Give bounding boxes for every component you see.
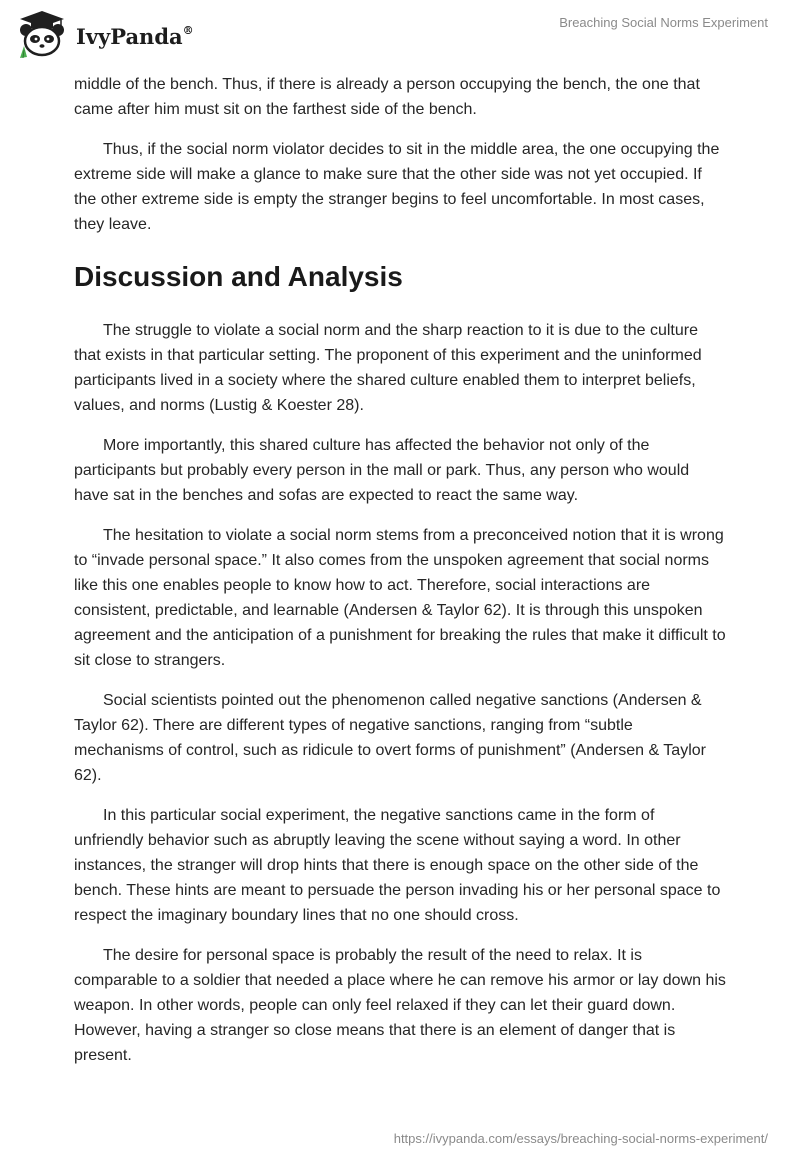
section-heading: Discussion and Analysis: [74, 261, 403, 292]
logo-text: IvyPanda: [76, 23, 183, 49]
paragraph: The struggle to violate a social norm and the sharp reaction to it is due to the culture that exists in that particular setting. The proponent of this experiment and the uninformed participants lived in a society where the shared culture enabled them to interpret beliefs, values, and norms (Lustig & Koester 28).: [74, 322, 702, 414]
logo-wordmark: [76, 24, 194, 49]
paragraph-continued: middle of the bench. Thus, if there is already a person occupying the bench, the one that came after him must sit on the farthest side of the bench.: [74, 76, 700, 118]
ivypanda-logo[interactable]: [14, 8, 194, 60]
document-title: Breaching Social Norms Experiment: [559, 15, 768, 30]
page-header: [0, 0, 800, 66]
paragraph: More importantly, this shared culture has affected the behavior not only of the participants but probably every person in the mall or park. Thus, any person who would have sat in the benches and sofas are expected to react the same way.: [74, 437, 690, 504]
essay-content: [74, 72, 726, 1068]
paragraph: The desire for personal space is probably the result of the need to relax. It is comparable to a soldier that needed a place where he can remove his armor or lay down his weapon. In other words, people can only feel relaxed if they can let their guard down. However, having a stranger so close means that there is an element of danger that is present.: [74, 947, 726, 1064]
source-url[interactable]: https://ivypanda.com/essays/breaching-social-norms-experiment/: [393, 1131, 768, 1146]
panda-graduate-icon: [14, 8, 70, 60]
paragraph: Social scientists pointed out the phenomenon called negative sanctions (Andersen & Taylor 62). There are different types of negative sanctions, ranging from “subtle mechanisms of control, such as ridicule to overt forms of punishment” (Andersen & Taylor 62).: [74, 692, 706, 784]
paragraph: In this particular social experiment, the negative sanctions came in the form of unfriendly behavior such as abruptly leaving the scene without saying a word. In other instances, the stranger will drop hints that there is enough space on the other side of the bench. These hints are meant to persuade the person invading his or her personal space to respect the imaginary boundary lines that no one should cross.: [74, 807, 721, 924]
paragraph: The hesitation to violate a social norm stems from a preconceived notion that it is wrong to “invade personal space.” It also comes from the unspoken agreement that social norms like this one enables people to know how to act. Therefore, social interactions are consistent, predictable, and learnable (Andersen & Taylor 62). It is through this unspoken agreement and the anticipation of a punishment for breaking the rules that make it difficult to sit close to strangers.: [74, 527, 726, 669]
paragraph: Thus, if the social norm violator decides to sit in the middle area, the one occupying the extreme side will make a glance to make sure that the other side was not yet occupied. If the other extreme side is empty the stranger begins to feel uncomfortable. In most cases, they leave.: [74, 141, 720, 233]
registered-mark: ®: [182, 23, 194, 37]
